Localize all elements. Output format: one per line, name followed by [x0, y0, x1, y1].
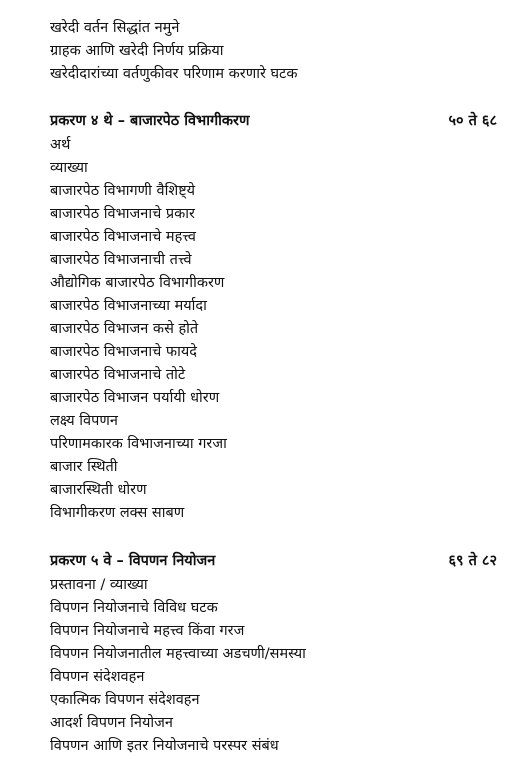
list-item: आदर्श विपणन नियोजन — [50, 715, 173, 731]
list-item: ग्राहक आणि खरेदी निर्णय प्रक्रिया — [50, 43, 224, 59]
list-item: बाजारपेठ विभाजनाचे प्रकार — [50, 206, 195, 222]
list-item: खरेदी वर्तन सिद्धांत नमुने — [50, 20, 180, 36]
chapter-4-title: प्रकरण ४ थे – बाजारपेठ विभागीकरण — [50, 113, 250, 129]
list-item: लक्ष्य विपणन — [50, 413, 118, 429]
list-item: बाजारपेठ विभाजनाचे तोटे — [50, 367, 186, 383]
list-item: बाजारपेठ विभाजनाचे फायदे — [50, 344, 197, 360]
list-item: विपणन नियोजनाचे महत्त्व किंवा गरज — [50, 623, 245, 639]
list-item: अर्थ — [50, 137, 71, 153]
list-item: एकात्मिक विपणन संदेशवहन — [50, 692, 200, 708]
list-item: विपणन नियोजनाचे विविध घटक — [50, 600, 218, 616]
list-item: खरेदीदारांच्या वर्तणुकीवर परिणाम करणारे घटक — [50, 66, 298, 82]
chapter-4-page-range: ५० ते ६८ — [448, 113, 497, 129]
list-item: बाजारस्थिती धोरण — [50, 482, 147, 498]
list-item: बाजारपेठ विभागणी वैशिष्ट्ये — [50, 183, 196, 199]
list-item: प्रस्तावना / व्याख्या — [50, 577, 148, 593]
list-item: परिणामकारक विभाजनाच्या गरजा — [50, 436, 227, 452]
list-item: विपणन संदेशवहन — [50, 669, 145, 685]
list-item: बाजारपेठ विभाजनाची तत्त्वे — [50, 252, 192, 268]
list-item: बाजारपेठ विभाजनाच्या मर्यादा — [50, 298, 207, 314]
list-item: विभागीकरण लक्स साबण — [50, 505, 185, 521]
chapter-5-title: प्रकरण ५ वे – विपणन नियोजन — [50, 553, 216, 569]
list-item: बाजारपेठ विभाजनाचे महत्त्व — [50, 229, 196, 245]
list-item: बाजारपेठ विभाजन पर्यायी धोरण — [50, 390, 220, 406]
list-item: विपणन नियोजनातील महत्त्वाच्या अडचणी/समस्या — [50, 646, 306, 662]
chapter-5-page-range: ६९ ते ८२ — [448, 553, 497, 569]
list-item: व्याख्या — [50, 160, 88, 176]
list-item: बाजारपेठ विभाजन कसे होते — [50, 321, 199, 337]
list-item: औद्योगिक बाजारपेठ विभागीकरण — [50, 275, 225, 291]
list-item: विपणन आणि इतर नियोजनाचे परस्पर संबंध — [50, 738, 279, 754]
list-item: बाजार स्थिती — [50, 459, 118, 475]
